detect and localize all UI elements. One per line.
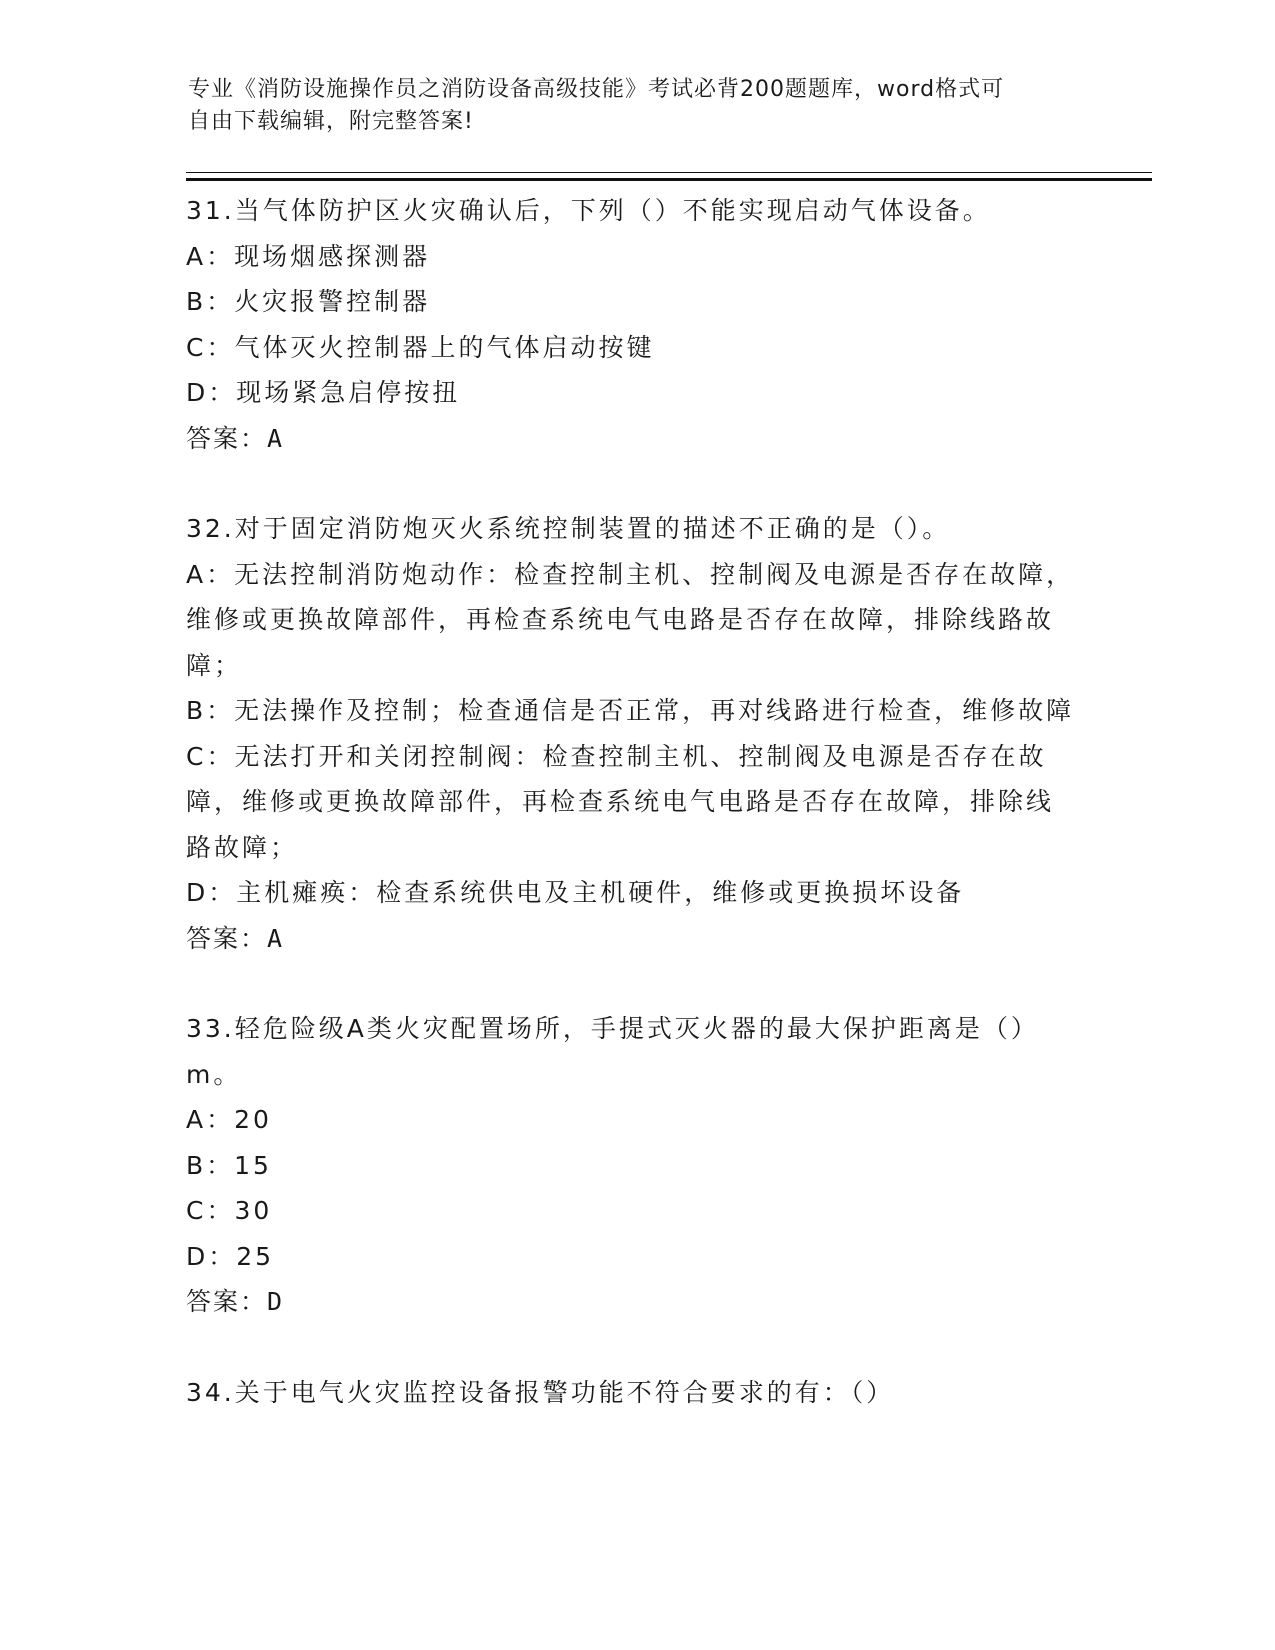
question-32 [186,506,1076,961]
question-title: 33.轻危险级A类火灾配置场所，手提式灭火器的最大保护距离是（）m。 [186,1014,1039,1089]
header-line-1: 专业《消防设施操作员之消防设备高级技能》考试必背200题题库，word格式可 [188,77,1005,102]
question-31 [186,188,1076,461]
answer-value: A [267,923,285,953]
answer-label: 答案： [186,423,268,453]
question-title: 32.对于固定消防炮灭火系统控制装置的描述不正确的是（）。 [186,514,951,543]
option-a: A：20 [186,1105,272,1134]
question-title: 34.关于电气火灾监控设备报警功能不符合要求的有：（） [186,1377,895,1407]
answer-label: 答案： [186,923,268,953]
document-header [188,74,1068,138]
answer-label: 答案： [186,1287,268,1316]
option-d: D：现场紧急启停按扭 [186,378,461,407]
answer-value: D [267,1287,285,1316]
option-c: C：30 [186,1196,273,1225]
option-d: D：主机瘫痪：检查系统供电及主机硬件，维修或更换损坏设备 [186,878,965,907]
question-34 [186,1370,1076,1416]
header-line-2: 自由下载编辑，附完整答案! [188,109,474,134]
answer [186,416,1076,462]
header-divider-thick [186,178,1152,181]
answer-value: A [267,423,285,453]
header-divider-thin [186,172,1152,173]
option-a: A：现场烟感探测器 [186,241,431,271]
option-b: B：无法操作及控制；检查通信是否正常，再对线路进行检查，维修故障 [186,696,1075,725]
question-title: 31.当气体防护区火灾确认后，下列（）不能实现启动气体设备。 [186,196,991,225]
question-list [186,188,1076,1415]
question-33 [186,1006,1076,1325]
answer [186,1279,1076,1325]
option-b: B：火灾报警控制器 [186,287,431,316]
option-c: C：无法打开和关闭控制阀：检查控制主机、控制阀及电源是否存在故障，维修或更换故障部件，再检查系统电气电路是否存在故障，排除线路故障； [186,741,1055,862]
option-c: C：气体灭火控制器上的气体启动按键 [186,332,655,362]
answer [186,916,1076,962]
option-a: A：无法控制消防炮动作：检查控制主机、控制阀及电源是否存在故障，维修或更换故障部件，再检查系统电气电路是否存在故障，排除线路故障； [186,559,1075,680]
option-d: D：25 [186,1241,275,1271]
option-b: B：15 [186,1150,272,1180]
